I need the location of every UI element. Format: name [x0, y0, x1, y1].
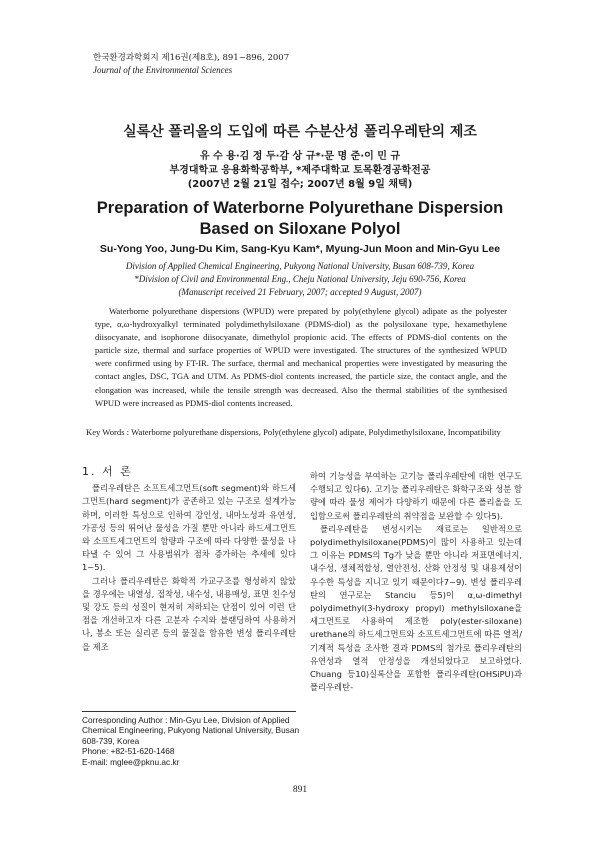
left-column: [82, 465, 296, 654]
journal-header: [93, 52, 289, 76]
abstract: Waterborne polyurethane dispersions (WPUD) were prepared by poly(ethylene glycol) adipate as the polyester type, α,ω-hydroxyalkyl terminated polydimethylsiloxane (PDMS-diol) as the polysiloxane type, hexamethylene diisocyanate, and isophorone diisocyanate, dimethylol propionic acid. The effects of PDMS-diol contents on the particle size, thermal and surface properties of WPUD were investigated. The structures of the synthesized WPUD were confirmed using by FT-IR. The surface, thermal and mechanical properties were investigated by measuring the contact angles, DSC, TGA and UTM. As PDMS-diol contents increased, the particle size, the contact angle, and the elongation was increased, while the tensile strength was decreased. Also the thermal stabilities of the synthesised WPUD were increased as PDMS-diol contents increased.: [95, 306, 507, 408]
corresponding-line-1: Corresponding Author : Min-Gyu Lee, Division of Applied: [82, 715, 290, 725]
right-paragraph-2: 폴리우레탄을 변성시키는 재료로는 일반적으로 polydimethylsiloxane(PDMS)이 많이 사용하고 있는데 그 이유는 PDMS의 Tg가 낮을 뿐만 아니라 저표면에너지, 내수성, 생체적합성, 열안전성, 산화 안정성 및 내용제성이 우수한 특성을 지니고 있기 때문이다7~9). 변성 폴리우레탄의 연구로는 Stanciu 등5)이 α,ω-dimethyl polydimethyl(3-hydroxy propyl) methylsiloxane을 세그먼트로 사용하여 제조한 poly(ester-siloxane) urethane의 하드세그먼트와 소프트세그먼트에 따른 열적/기계적 특성을 조사한 결과 PDMS의 첨가로 폴리우레탄의 유연성과 열적 안정성을 개선되었다고 보고하였다. Chuang 등10)실록산을 포함한 폴리우레탄(OHSiPU)과 폴리우레탄-: [310, 523, 522, 693]
corresponding-email: E-mail: mglee@pknu.ac.kr: [82, 756, 180, 767]
right-column: [310, 470, 522, 694]
corresponding-line-3: 608-739, Korea: [82, 735, 140, 746]
english-authors: Su-Yong Yoo, Jung-Du Kim, Sang-Kyu Kam*, Myung-Jun Moon and Min-Gyu Lee: [99, 243, 501, 255]
left-paragraph-2: 그러나 폴리우레탄은 화학적 가교구조를 형성하지 않았을 경우에는 내열성, 접착성, 내수성, 내용매성, 표면 친수성 및 강도 등의 성질이 현저히 저하되는 단점이 있어 이런 단점을 개선하고자 다른 고분자 수지와 블랜딩하여 사용하거나, 봉소 또는 실리콘 등의 물질을 함유한 변성 폴리우레탄을 제조: [82, 575, 296, 652]
english-title-line2: Based on Siloxane Polyol: [199, 220, 401, 238]
korean-authors: 유 수 용·김 정 두·감 상 규*·문 명 준·이 민 규: [199, 151, 401, 162]
korean-affiliation: 부경대학교 응용화학공학부, *제주대학교 토목환경공학전공: [169, 165, 431, 176]
korean-title: 실록산 폴리올의 도입에 따른 수분산성 폴리우레탄의 제조: [123, 124, 477, 140]
manuscript-received: (Manuscript received 21 February, 2007; accepted 9 August, 2007): [178, 287, 422, 297]
left-paragraph-1: 폴리우레탄은 소프트세그먼트(soft segment)와 하드세그먼트(hard segment)가 공존하고 있는 구조로 설계가능하며, 이러한 특성으로 인하여 강인성, 내마노성과 유연성, 가공성 등의 뛰어난 물성을 가질 뿐만 아니라 하드세그먼트와 소프트세그먼트의 함량과 구조에 따라 다양한 물성을 나타낼 수 있어 그 사용범위가 점차 증가하는 추세에 있다1~5).: [82, 483, 296, 573]
affiliation-2: *Division of Civil and Environmental Eng., Cheju National University, Jeju 690-756, Korea: [134, 274, 466, 284]
keywords-text: Waterborne polyurethane dispersions, Poly(ethylene glycol) adipate, Polydimethylsiloxane, Incompatibility: [131, 427, 501, 437]
english-affiliations: [0, 260, 600, 299]
korean-author-block: [0, 150, 600, 192]
journal-citation: 한국환경과학회지 제16권(제8호), 891~896, 2007: [93, 53, 290, 63]
footnote-divider: [82, 711, 296, 712]
affiliation-1: Division of Applied Chemical Engineering, Pukyong National University, Busan 608-739, Korea: [125, 261, 475, 271]
journal-name: Journal of the Environmental Sciences: [93, 65, 233, 75]
english-title: [0, 198, 600, 240]
keywords-label: Key Words :: [86, 427, 130, 437]
corresponding-author-note: [82, 715, 300, 767]
korean-received: (2007년 2월 21일 접수; 2007년 8월 9일 채택): [187, 179, 413, 190]
right-paragraph-1: 하여 기능성을 부여하는 고기능 폴리우레탄에 대한 연구도 수행되고 있다6). 고기능 폴리우레탄은 화학구조와 성분 함량에 따라 물성 제어가 다양하기 때문에 다른 폴리올을 도입함으로써 폴리우레탄의 취약점을 보완할 수 있다5).: [310, 471, 522, 521]
page-number: 891: [292, 785, 308, 795]
keywords: [86, 426, 506, 439]
corresponding-phone: Phone: +82-51-620-1468: [82, 746, 175, 757]
english-title-line1: Preparation of Waterborne Polyurethane Dispersion: [96, 199, 504, 217]
section-heading: 1. 서 론: [82, 465, 133, 478]
corresponding-line-2: Chemical Engineering, Pukyong National University, Busan: [82, 725, 300, 736]
